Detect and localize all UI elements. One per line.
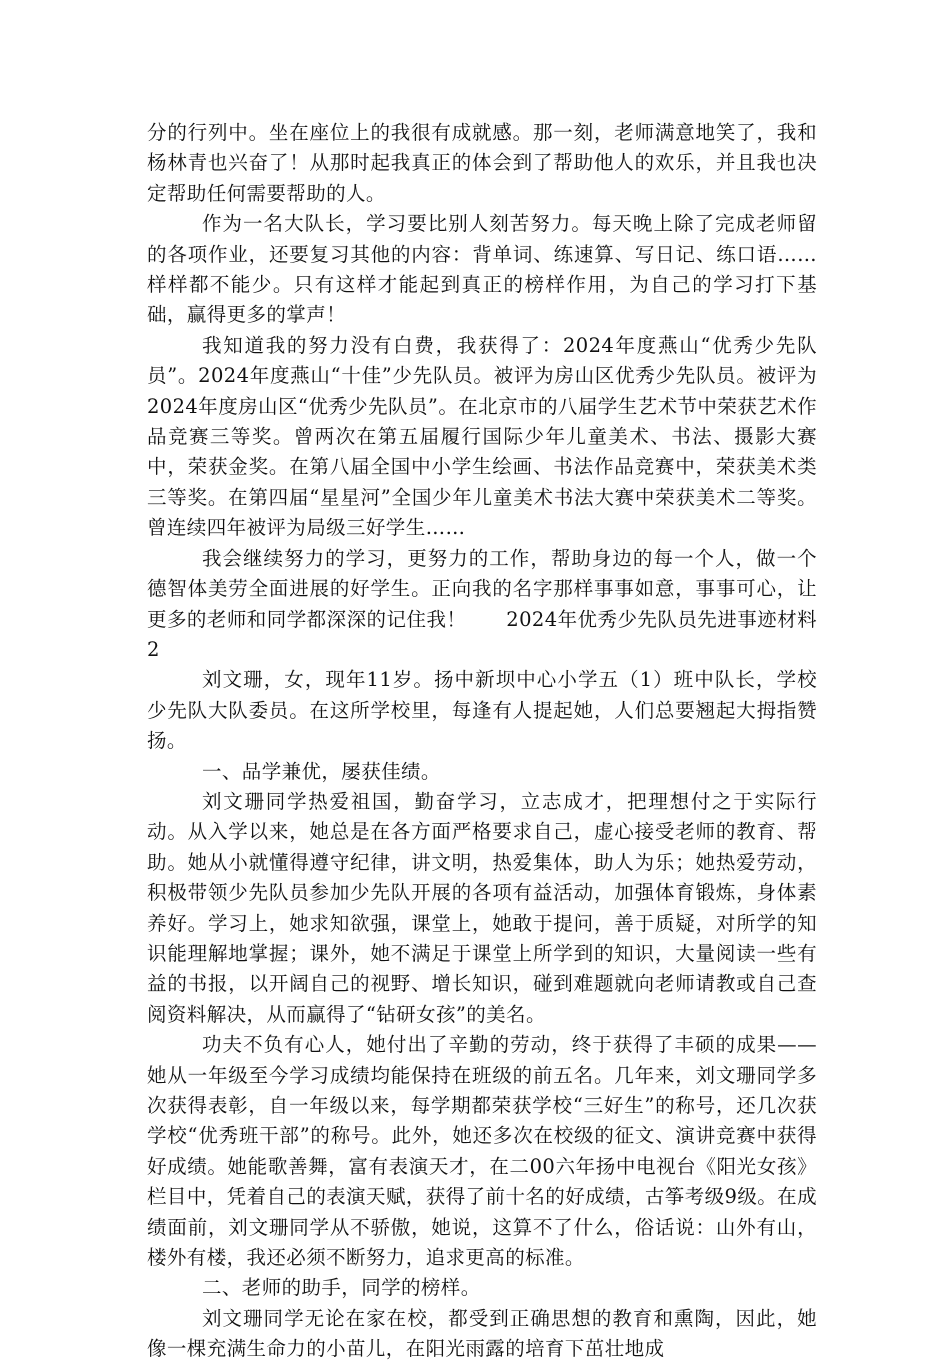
paragraph-8: 刘文珊同学无论在家在校，都受到正确思想的教育和熏陶，因此，她像一棵充满生命力的小苗儿，在阳光雨露的培育下茁壮地成: [147, 1306, 817, 1361]
paragraph-3: 我知道我的努力没有白费，我获得了：2024年度燕山“优秀少先队员”。2024年度燕山“十佳”少先队员。被评为房山区优秀少先队员。被评为2024年度房山区“优秀少先队员”。在北京市的八届学生艺术节中荣获艺术作品竞赛三等奖。曾两次在第五届履行国际少年儿童美术、书法、摄影大赛中，荣获金奖。在第八届全国中小学生绘画、书法作品竞赛中，荣获美术类三等奖。在第四届“星星河”全国少年儿童美术书法大赛中荣获美术二等奖。曾连续四年被评为局级三好学生……: [147, 333, 817, 540]
document-body: [147, 118, 817, 1365]
paragraph-4: 我会继续努力的学习，更努力的工作，帮助身边的每一个人，做一个德智体美劳全面进展的好学生。正向我的名字那样事事如意，事事可心，让更多的老师和同学都深深的记住我！ 2024年优秀少先队员先进事迹材料2: [147, 546, 817, 661]
paragraph-7: 功夫不负有心人，她付出了辛勤的劳动，终于获得了丰硕的成果——她从一年级至今学习成绩均能保持在班级的前五名。几年来，刘文珊同学多次获得表彰，自一年级以来，每学期都荣获学校“三好生”的称号，还几次获学校“优秀班干部”的称号。此外，她还多次在校级的征文、演讲竞赛中获得好成绩。她能歌善舞，富有表演天才，在二00六年扬中电视台《阳光女孩》栏目中，凭着自己的表演天赋，获得了前十名的好成绩，古筝考级9级。在成绩面前，刘文珊同学从不骄傲，她说，这算不了什么，俗话说：山外有山，楼外有楼，我还必须不断努力，追求更高的标准。: [147, 1033, 817, 1270]
paragraph-2: 作为一名大队长，学习要比别人刻苦努力。每天晚上除了完成老师留的各项作业，还要复习其他的内容：背单词、练速算、写日记、练口语……样样都不能少。只有这样才能起到真正的榜样作用，为自己的学习打下基础，赢得更多的掌声！: [147, 212, 817, 327]
section-heading-1: 一、品学兼优，屡获佳绩。: [202, 759, 441, 783]
section-heading-2: 二、老师的助手，同学的榜样。: [202, 1276, 481, 1300]
paragraph-1: 分的行列中。坐在座位上的我很有成就感。那一刻，老师满意地笑了，我和杨林青也兴奋了！从那时起我真正的体会到了帮助他人的欢乐，并且我也决定帮助任何需要帮助的人。: [147, 121, 817, 205]
paragraph-5: 刘文珊，女，现年11岁。扬中新坝中心小学五（1）班中队长，学校少先队大队委员。在这所学校里，每逢有人提起她，人们总要翘起大拇指赞扬。: [147, 668, 817, 753]
paragraph-6: 刘文珊同学热爱祖国，勤奋学习，立志成才，把理想付之于实际行动。从入学以来，她总是在各方面严格要求自己，虚心接受老师的教育、帮助。她从小就懂得遵守纪律，讲文明，热爱集体，助人为乐；她热爱劳动，积极带领少先队员参加少先队开展的各项有益活动，加强体育锻炼，身体素养好。学习上，她求知欲强，课堂上，她敢于提问，善于质疑，对所学的知识能理解地掌握；课外，她不满足于课堂上所学到的知识，大量阅读一些有益的书报，以开阔自己的视野、增长知识，碰到难题就向老师请教或自己查阅资料解决，从而赢得了“钻研女孩”的美名。: [147, 789, 817, 1026]
